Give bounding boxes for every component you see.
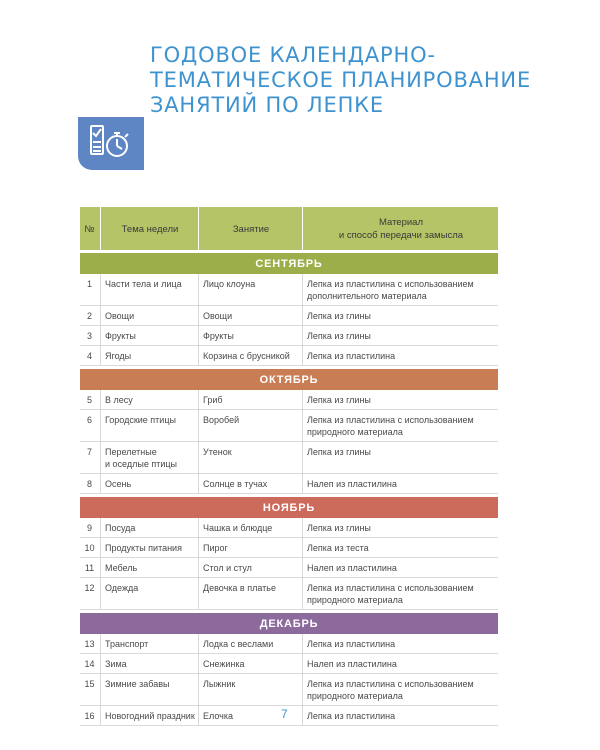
table-row xyxy=(80,578,498,610)
cell-topic: Зима xyxy=(100,654,198,673)
table-row xyxy=(80,442,498,474)
cell-number: 14 xyxy=(84,659,95,669)
checklist-stopwatch-icon xyxy=(88,123,134,165)
cell-topic: Продукты питания xyxy=(100,538,198,557)
table-row xyxy=(80,410,498,442)
col-header-lesson: Занятие xyxy=(198,207,302,250)
cell-lesson: Корзина с брусникой xyxy=(198,346,302,365)
month-header: ОКТЯБРЬ xyxy=(80,369,498,390)
cell-number: 8 xyxy=(86,479,92,489)
cell-lesson: Стол и стул xyxy=(198,558,302,577)
cell-number: 2 xyxy=(86,311,92,321)
month-header: СЕНТЯБРЬ xyxy=(80,253,498,274)
cell-number: 6 xyxy=(86,415,92,425)
cell-number: 7 xyxy=(86,447,92,457)
table-row xyxy=(80,346,498,366)
cell-number: 5 xyxy=(86,395,92,405)
cell-material: Лепка из глины xyxy=(302,518,498,537)
cell-topic: Ягоды xyxy=(100,346,198,365)
cell-material: Лепка из пластилина xyxy=(302,706,498,725)
cell-lesson: Фрукты xyxy=(198,326,302,345)
cell-number: 10 xyxy=(84,543,95,553)
page-number: 7 xyxy=(281,707,288,721)
cell-topic: Новогодний праздник xyxy=(100,706,198,725)
cell-material: Лепка из пластилина xyxy=(302,634,498,653)
table-row xyxy=(80,326,498,346)
page-title xyxy=(150,43,570,118)
cell-topic: Осень xyxy=(100,474,198,493)
table-row xyxy=(80,654,498,674)
cell-lesson: Девочка в платье xyxy=(198,578,302,609)
cell-number: 1 xyxy=(86,279,92,289)
cell-lesson: Воробей xyxy=(198,410,302,441)
cell-topic: Зимние забавы xyxy=(100,674,198,705)
cell-material: Налеп из пластилина xyxy=(302,558,498,577)
table-row xyxy=(80,706,498,726)
title-line-2: ТЕМАТИЧЕСКОЕ ПЛАНИРОВАНИЕ xyxy=(150,68,532,92)
table-body xyxy=(80,253,498,726)
cell-number: 11 xyxy=(84,563,95,573)
title-line-3: ЗАНЯТИЙ ПО ЛЕПКЕ xyxy=(150,93,384,117)
cell-topic: Городские птицы xyxy=(100,410,198,441)
title-line-1: ГОДОВОЕ КАЛЕНДАРНО- xyxy=(150,43,436,67)
table-row xyxy=(80,538,498,558)
cell-material: Лепка из глины xyxy=(302,306,498,325)
table-row xyxy=(80,306,498,326)
cell-lesson: Лицо клоуна xyxy=(198,274,302,305)
cell-number: 16 xyxy=(84,711,95,721)
cell-material: Лепка из пластилина xyxy=(302,346,498,365)
cell-material: Лепка из пластилина с использованием природного материала xyxy=(302,410,498,441)
cell-lesson: Лодка с веслами xyxy=(198,634,302,653)
cell-topic: Мебель xyxy=(100,558,198,577)
table-row xyxy=(80,518,498,538)
cell-material: Налеп из пластилина xyxy=(302,474,498,493)
cell-material: Лепка из пластилина с использованием природного материала xyxy=(302,578,498,609)
cell-topic: Овощи xyxy=(100,306,198,325)
cell-lesson: Солнце в тучах xyxy=(198,474,302,493)
cell-material: Лепка из глины xyxy=(302,326,498,345)
cell-lesson: Снежинка xyxy=(198,654,302,673)
month-header: ДЕКАБРЬ xyxy=(80,613,498,634)
col-header-material: Материал и способ передачи замысла xyxy=(302,207,498,250)
month-header: НОЯБРЬ xyxy=(80,497,498,518)
cell-lesson: Чашка и блюдце xyxy=(198,518,302,537)
cell-number: 9 xyxy=(86,523,92,533)
cell-number: 12 xyxy=(84,583,95,593)
cell-material: Лепка из глины xyxy=(302,442,498,473)
cell-lesson: Гриб xyxy=(198,390,302,409)
planning-icon-box xyxy=(78,117,144,170)
cell-topic: Перелетные и оседлые птицы xyxy=(100,442,198,473)
table-row xyxy=(80,674,498,706)
table-row xyxy=(80,474,498,494)
cell-number: 3 xyxy=(86,331,92,341)
cell-number: 13 xyxy=(84,639,95,649)
cell-lesson: Елочка xyxy=(198,706,302,725)
cell-lesson: Пирог xyxy=(198,538,302,557)
cell-material: Лепка из глины xyxy=(302,390,498,409)
cell-material: Налеп из пластилина xyxy=(302,654,498,673)
table-row xyxy=(80,274,498,306)
cell-lesson: Лыжник xyxy=(198,674,302,705)
table-row xyxy=(80,390,498,410)
cell-topic: Посуда xyxy=(100,518,198,537)
cell-lesson: Утенок xyxy=(198,442,302,473)
cell-topic: Одежда xyxy=(100,578,198,609)
cell-material: Лепка из пластилина с использованием природного материала xyxy=(302,674,498,705)
table-row xyxy=(80,634,498,654)
cell-material: Лепка из теста xyxy=(302,538,498,557)
cell-lesson: Овощи xyxy=(198,306,302,325)
col-header-number: № xyxy=(84,223,95,235)
cell-number: 4 xyxy=(86,351,92,361)
cell-number: 15 xyxy=(84,679,95,689)
col-header-topic: Тема недели xyxy=(100,207,198,250)
cell-topic: Части тела и лица xyxy=(100,274,198,305)
cell-topic: Транспорт xyxy=(100,634,198,653)
cell-material: Лепка из пластилина с использованием дополнительного материала xyxy=(302,274,498,305)
table-row xyxy=(80,558,498,578)
cell-topic: В лесу xyxy=(100,390,198,409)
table-header xyxy=(80,207,498,250)
cell-topic: Фрукты xyxy=(100,326,198,345)
planning-table xyxy=(80,207,498,726)
